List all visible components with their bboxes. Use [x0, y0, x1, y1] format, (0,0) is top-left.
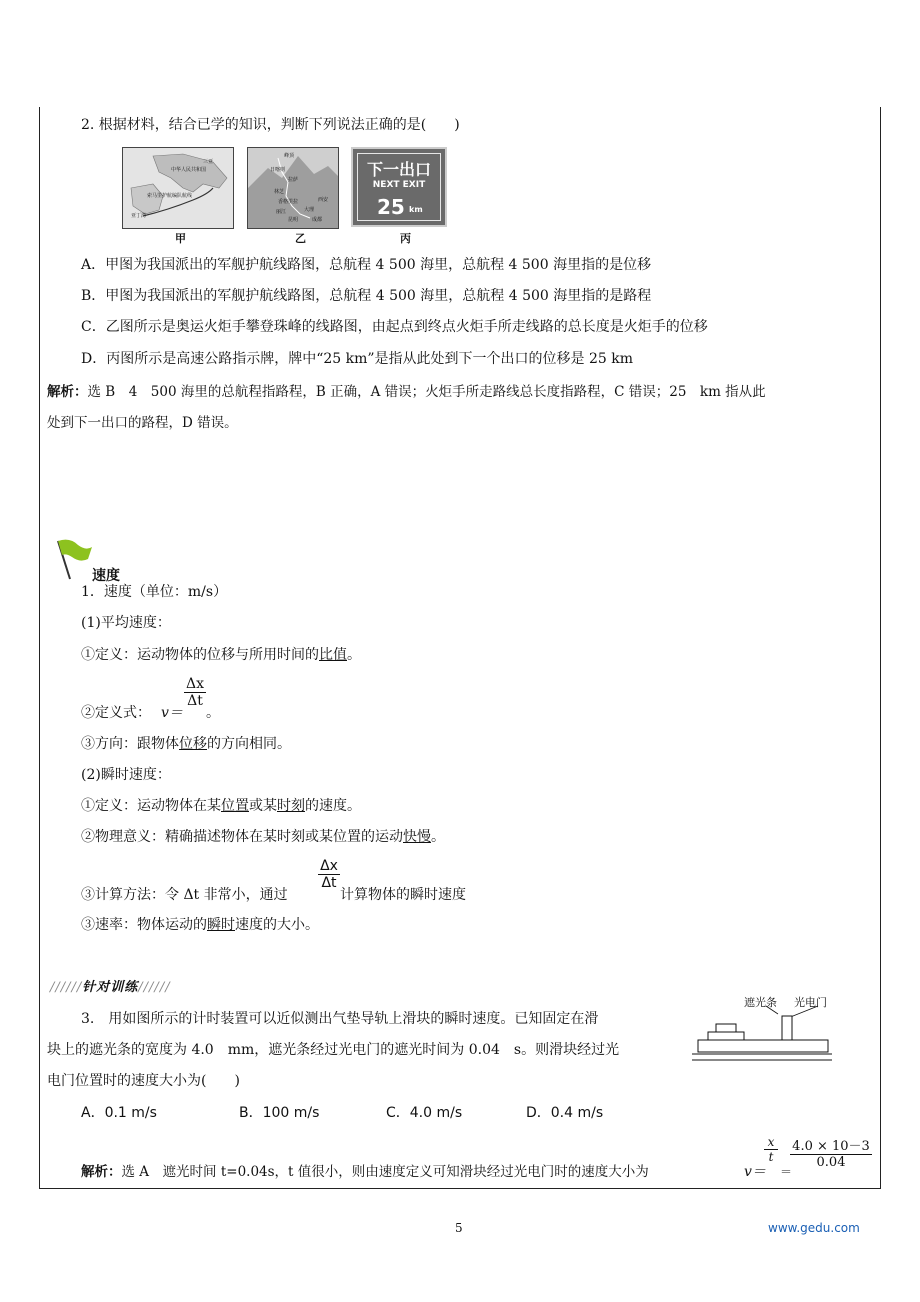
inst-def-suffix: 的速度。 — [305, 798, 361, 814]
figure-yi-label: 乙 — [295, 232, 306, 245]
def-prefix: ①定义：运动物体的位移与所用时间的 — [81, 647, 319, 663]
route-label-peak: 峰顶 — [284, 153, 295, 159]
figure-jia-map — [122, 147, 234, 229]
inst-def-underlined-1: 位置 — [221, 798, 249, 814]
q3-frac1-den: t — [768, 1150, 774, 1164]
inst-def-underlined-2: 时刻 — [277, 798, 305, 814]
q3-frac1-num: x — [764, 1135, 778, 1150]
meaning-underlined: 快慢 — [403, 829, 431, 845]
q3-analysis — [81, 1163, 649, 1181]
inst-speed-definition — [81, 797, 361, 815]
rate-underlined: 瞬时 — [207, 917, 235, 933]
speed-rate — [81, 916, 319, 934]
sign-line2: NEXT EXIT — [372, 180, 426, 190]
q3-frac2-den: 0.04 — [816, 1155, 846, 1170]
speed-heading: 1．速度（单位：m/s） — [81, 584, 228, 600]
avg-speed-fraction — [184, 676, 206, 709]
inst-def-mid: 或某 — [249, 798, 277, 814]
rate-prefix: ③速率：物体运动的 — [81, 917, 207, 933]
meaning-suffix: 。 — [431, 829, 445, 845]
avg-speed-direction — [81, 735, 291, 753]
q2-analysis-label: 解析： — [47, 384, 88, 400]
photogate-label-gate: 光电门 — [794, 996, 827, 1009]
route-label-xian: 西安 — [318, 197, 329, 203]
inst-speed-calc-prefix: ③计算方法：令 Δt 非常小，通过 — [81, 887, 288, 903]
calc-fraction-denominator: Δt — [321, 875, 337, 891]
q3-option-c: C．4.0 m/s — [386, 1105, 463, 1121]
route-label-shigatse: 日喀则 — [270, 167, 286, 173]
sign-line1: 下一出口 — [366, 160, 431, 179]
def-underlined: 比值 — [319, 647, 347, 663]
footer-url: www.gedu.com — [768, 1221, 860, 1235]
q3-stem-line3: 电门位置时的速度大小为( ) — [47, 1073, 240, 1089]
calc-fraction — [318, 858, 340, 891]
fraction-numerator: Δx — [185, 676, 204, 692]
inst-def-prefix: ①定义：运动物体在某 — [81, 798, 221, 814]
q2-option-d: D．丙图所示是高速公路指示牌，牌中“25 km”是指从此处到下一个出口的位移是 25 km — [81, 351, 634, 367]
section-title-speed: 速度 — [92, 568, 120, 584]
q2-analysis-line2: 处到下一出口的路程，D 错误。 — [47, 415, 238, 431]
map-label-route: 索马里护航编队航线 — [147, 193, 193, 199]
photogate-label-strip: 遮光条 — [744, 996, 777, 1009]
avg-speed-formula-suffix: 。 — [206, 705, 220, 721]
q3-v-eq: v＝ — [744, 1164, 766, 1180]
inst-speed-calc-suffix: 计算物体的瞬时速度 — [340, 887, 466, 903]
dir-suffix: 的方向相同。 — [207, 736, 291, 752]
avg-speed-definition — [81, 646, 361, 664]
meaning-prefix: ②物理意义：精确描述物体在某时刻或某位置的运动 — [81, 829, 403, 845]
practice-hatch-left-icon: ////// — [50, 980, 83, 995]
dir-prefix: ③方向：跟物体 — [81, 736, 179, 752]
figure-yi-route — [247, 147, 339, 229]
q2-analysis-line1 — [47, 383, 766, 401]
q3-stem-line1: 3. 用如图所示的计时装置可以近似测出气垫导轨上滑块的瞬时速度。已知固定在滑 — [81, 1011, 599, 1027]
q3-stem-line2: 块上的遮光条的宽度为 4.0 mm，遮光条经过光电门的遮光时间为 0.04 s。则滑块经过光 — [47, 1042, 620, 1058]
flag-icon — [52, 537, 92, 581]
q2-stem: 2. 根据材料，结合已学的知识，判断下列说法正确的是( ) — [81, 117, 460, 133]
route-label-chengdu: 成都 — [312, 217, 323, 223]
map-label-china: 中华人民共和国 — [171, 167, 207, 173]
inst-speed-title: (2)瞬时速度： — [81, 767, 171, 783]
q3-option-b: B．100 m/s — [239, 1105, 320, 1121]
sign-distance: 25 — [377, 195, 405, 219]
q3-frac2-num: 4.0 × 10－3 — [790, 1135, 872, 1155]
practice-label: 针对训练 — [82, 980, 139, 995]
route-label-shangri-la: 香格里拉 — [278, 199, 299, 205]
def-suffix: 。 — [347, 647, 361, 663]
sign-unit: km — [409, 205, 423, 214]
photogate-figure — [692, 992, 832, 1068]
q3-fraction-value — [790, 1135, 872, 1170]
figure-bing-label: 丙 — [400, 232, 411, 245]
route-label-nyingchi: 林芝 — [274, 189, 285, 195]
figure-jia-label: 甲 — [175, 232, 186, 245]
q3-option-d: D．0.4 m/s — [526, 1105, 604, 1121]
calc-fraction-numerator: Δx — [318, 858, 340, 875]
page-number: 5 — [455, 1221, 463, 1235]
q3-eq-sign: ＝ — [780, 1165, 793, 1179]
q3-analysis-text: 选 A 遮光时间 t=0.04s，t 值很小，则由速度定义可知滑块经过光电门时的速度大小为 — [121, 1164, 649, 1180]
inst-speed-meaning — [81, 828, 445, 846]
map-label-aden: 亚丁湾 — [131, 213, 147, 219]
figure-bing-sign — [351, 147, 447, 227]
practice-banner — [50, 976, 171, 995]
q2-analysis-text: 选 B 4 500 海里的总航程指路程，B 正确，A 错误；火炬手所走路线总长度指路程，C 错误；25 km 指从此 — [87, 384, 766, 400]
q2-option-b: B．甲图为我国派出的军舰护航线路图，总航程 4 500 海里，总航程 4 500 海里指的是路程 — [81, 288, 652, 304]
route-label-kunming: 昆明 — [288, 217, 299, 223]
avg-speed-formula-v: v＝ — [161, 705, 183, 721]
route-label-lijiang: 丽江 — [276, 209, 287, 215]
map-label-sanya: 三亚 — [203, 159, 214, 165]
fraction-denominator: Δt — [187, 693, 203, 709]
rate-suffix: 速度的大小。 — [235, 917, 319, 933]
q3-fraction-x-over-t — [764, 1135, 778, 1164]
avg-speed-formula-prefix: ②定义式： — [81, 705, 151, 721]
q3-analysis-label: 解析： — [81, 1164, 122, 1180]
dir-underlined: 位移 — [179, 736, 207, 752]
route-label-dali: 大理 — [304, 207, 315, 213]
practice-hatch-right-icon: ////// — [138, 980, 171, 995]
q2-option-c: C．乙图所示是奥运火炬手攀登珠峰的线路图，由起点到终点火炬手所走线路的总长度是火炬手的位移 — [81, 319, 708, 335]
route-label-lhasa: 拉萨 — [288, 177, 299, 183]
q2-option-a: A．甲图为我国派出的军舰护航线路图，总航程 4 500 海里，总航程 4 500 海里指的是位移 — [81, 257, 652, 273]
q3-option-a: A．0.1 m/s — [81, 1105, 157, 1121]
avg-speed-title: (1)平均速度： — [81, 615, 171, 631]
